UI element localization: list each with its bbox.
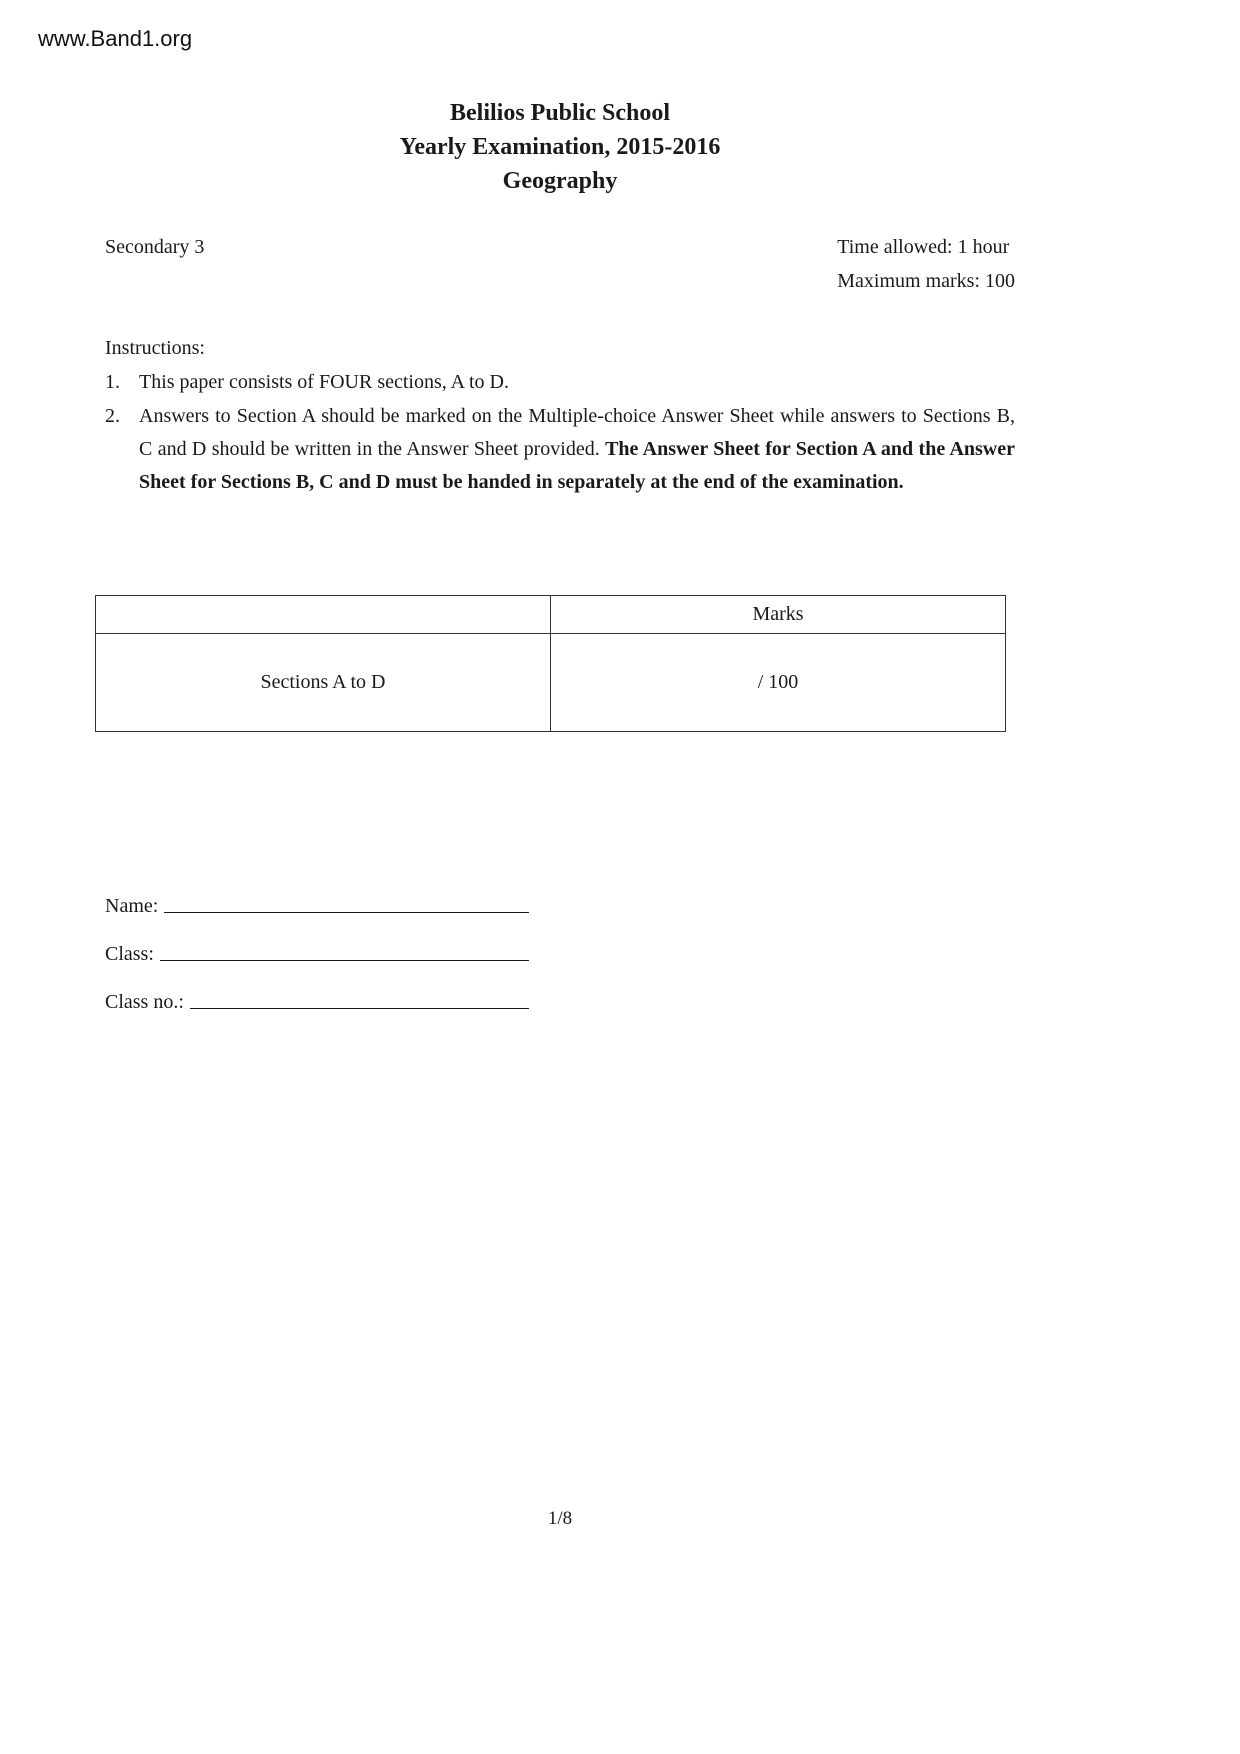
instruction-text [139, 400, 1015, 499]
page-number: 1/8 [547, 1508, 573, 1529]
class-no-fill-line [190, 1008, 529, 1009]
marks-table-header-row [96, 596, 1006, 634]
marks-table-marks-header: Marks [551, 596, 1006, 634]
instruction-number: 2. [105, 405, 120, 427]
subject-title: Geography [502, 168, 618, 194]
instruction-text [139, 366, 1015, 399]
school-name: Belilios Public School [449, 100, 671, 126]
marks-table-sections-cell: Sections A to D [96, 634, 551, 732]
instruction-text-bold: The Answer Sheet for Section A and the Answer Sheet for Sections B, C and D must be handed in separately at the end of the examination. [139, 438, 1015, 493]
instruction-item-1 [105, 366, 1015, 399]
class-no-field-row [105, 968, 529, 1016]
time-marks-block [837, 230, 1015, 298]
instruction-text-normal: Answers to Section A should be marked on the Multiple-choice Answer Sheet while answers to Sections B, C and D should be written in the Answer Sheet provided. [139, 405, 1015, 460]
title-block [105, 96, 1015, 198]
marks-table-body-row [96, 634, 1006, 732]
time-allowed: Time allowed: 1 hour [837, 236, 1010, 258]
maximum-marks: Maximum marks: 100 [837, 270, 1015, 292]
instruction-text-normal: This paper consists of FOUR sections, A to D. [139, 371, 509, 393]
meta-row [105, 230, 1015, 298]
name-label: Name: [105, 895, 159, 917]
class-fill-line [160, 960, 529, 961]
level-label: Secondary 3 [105, 236, 205, 258]
instruction-item-2 [105, 400, 1015, 499]
class-label: Class: [105, 943, 154, 965]
name-fill-line [164, 912, 529, 913]
class-field-row [105, 920, 529, 968]
marks-table [95, 595, 1006, 732]
marks-table-score-cell: / 100 [551, 634, 1006, 732]
name-field-row [105, 872, 529, 920]
class-no-label: Class no.: [105, 991, 184, 1013]
instructions-section [105, 332, 1015, 499]
instruction-number: 1. [105, 371, 120, 393]
marks-table-empty-header-cell [96, 596, 551, 634]
site-watermark: www.Band1.org [38, 26, 193, 51]
exam-title: Yearly Examination, 2015-2016 [399, 134, 721, 160]
instructions-heading: Instructions: [105, 337, 205, 359]
student-info-block [105, 872, 1015, 1016]
